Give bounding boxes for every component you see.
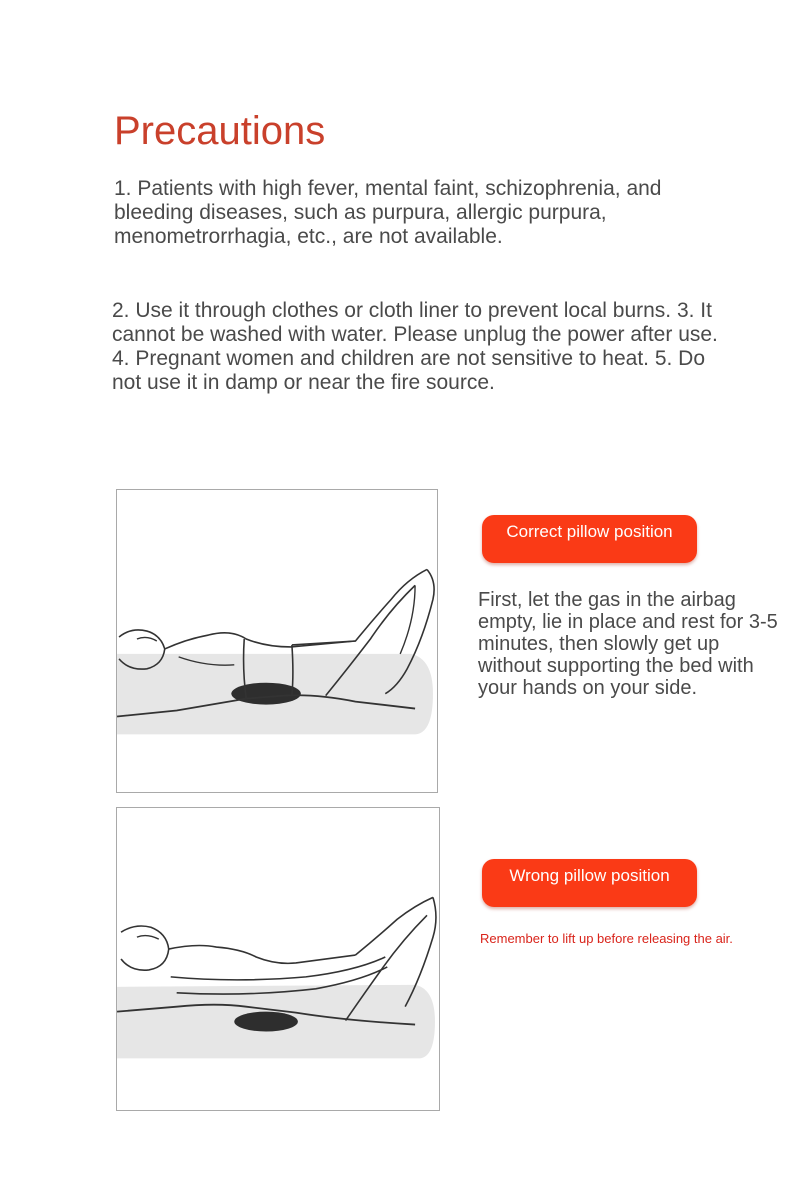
page-title: Precautions: [114, 108, 326, 153]
airbag-shape: [234, 1012, 298, 1032]
correct-position-description: First, let the gas in the airbag empty, lie in place and rest for 3-5 minutes, then slowly get up without supporting the bed with your hands on your side.: [478, 589, 778, 699]
wrong-position-note: Remember to lift up before releasing the air.: [480, 931, 733, 946]
wrong-position-illustration: [116, 807, 440, 1111]
wrong-position-badge: Wrong pillow position: [482, 859, 697, 907]
precaution-paragraph-2: 2. Use it through clothes or cloth liner to prevent local burns. 3. It cannot be washed with water. Please unplug the power after use. 4. Pregnant women and children are not sensitive to heat. 5. Do not use it in damp or near the fire source.: [112, 299, 718, 394]
precaution-paragraph-1: 1. Patients with high fever, mental faint, schizophrenia, and bleeding diseases, such as purpura, allergic purpura, menometrorrhagia, etc., are not available.: [114, 177, 662, 248]
correct-position-illustration: [116, 489, 438, 793]
correct-position-badge: Correct pillow position: [482, 515, 697, 563]
airbag-shape: [231, 683, 301, 705]
person-lying-correct-icon: [117, 490, 437, 792]
person-lying-wrong-icon: [117, 808, 439, 1110]
